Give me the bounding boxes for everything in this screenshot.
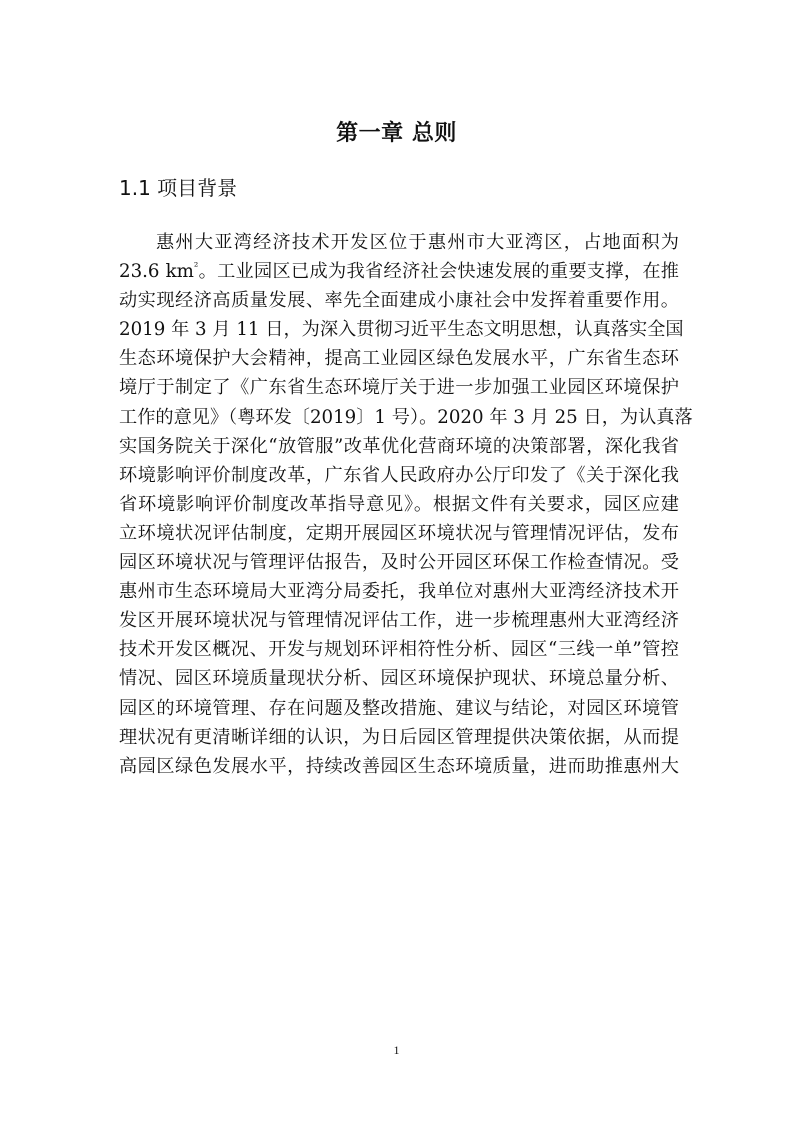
- body-paragraph: [119, 228, 693, 781]
- paragraph-line: 立环境状况评估制度，定期开展园区环境状况与管理情况评估，发布: [119, 522, 679, 544]
- paragraph-line: 环境影响评价制度改革，广东省人民政府办公厅印发了《关于深化我: [119, 464, 679, 486]
- paragraph-line: 园区的环境管理、存在问题及整改措施、建议与结论，对园区环境管: [119, 697, 679, 719]
- paragraph-line: [119, 257, 679, 286]
- paragraph-line-text: 。工业园区已成为我省经济社会快速发展的重要支撑，在推: [198, 261, 679, 283]
- paragraph-line: 动实现经济高质量发展、率先全面建成小康社会中发挥着重要作用。: [119, 290, 679, 312]
- paragraph-line: 省环境影响评价制度改革指导意见》。根据文件有关要求，园区应建: [119, 493, 679, 515]
- paragraph-line: 生态环境保护大会精神，提高工业园区绿色发展水平，广东省生态环: [119, 348, 679, 370]
- paragraph-line: 发区开展环境状况与管理情况评估工作，进一步梳理惠州大亚湾经济: [119, 610, 679, 632]
- paragraph-line: 2019 年 3 月 11 日，为深入贯彻习近平生态文明思想，认真落实全国: [119, 319, 684, 341]
- paragraph-line: 惠州市生态环境局大亚湾分局委托，我单位对惠州大亚湾经济技术开: [119, 581, 679, 603]
- paragraph-line: 理状况有更清晰详细的认识，为日后园区管理提供决策依据，从而提: [119, 726, 679, 748]
- paragraph-line: 惠州大亚湾经济技术开发区位于惠州市大亚湾区，占地面积为: [156, 232, 679, 253]
- area-unit-superscript: ²: [193, 260, 199, 274]
- chapter-title: 第一章 总则: [336, 121, 457, 146]
- paragraph-line: 工作的意见》（粤环发〔2019〕1 号）。2020 年 3 月 25 日，为认真落: [119, 406, 693, 428]
- paragraph-line: 情况、园区环境质量现状分析、园区环境保护现状、环境总量分析、: [119, 668, 679, 690]
- paragraph-line: 技术开发区概况、开发与规划环评相符性分析、园区“三线一单”管控: [119, 639, 679, 661]
- area-value: 23.6 km: [119, 261, 194, 283]
- page-number: 1: [393, 1043, 400, 1057]
- paragraph-line: 园区环境状况与管理评估报告，及时公开园区环保工作检查情况。受: [119, 552, 679, 574]
- paragraph-line: 实国务院关于深化“放管服”改革优化营商环境的决策部署，深化我省: [119, 435, 679, 457]
- paragraph-line: 高园区绿色发展水平，持续改善园区生态环境质量，进而助推惠州大: [119, 755, 679, 777]
- paragraph-line: 境厅于制定了《广东省生态环境厅关于进一步加强工业园区环境保护: [119, 377, 679, 399]
- section-heading: 1.1 项目背景: [119, 176, 238, 200]
